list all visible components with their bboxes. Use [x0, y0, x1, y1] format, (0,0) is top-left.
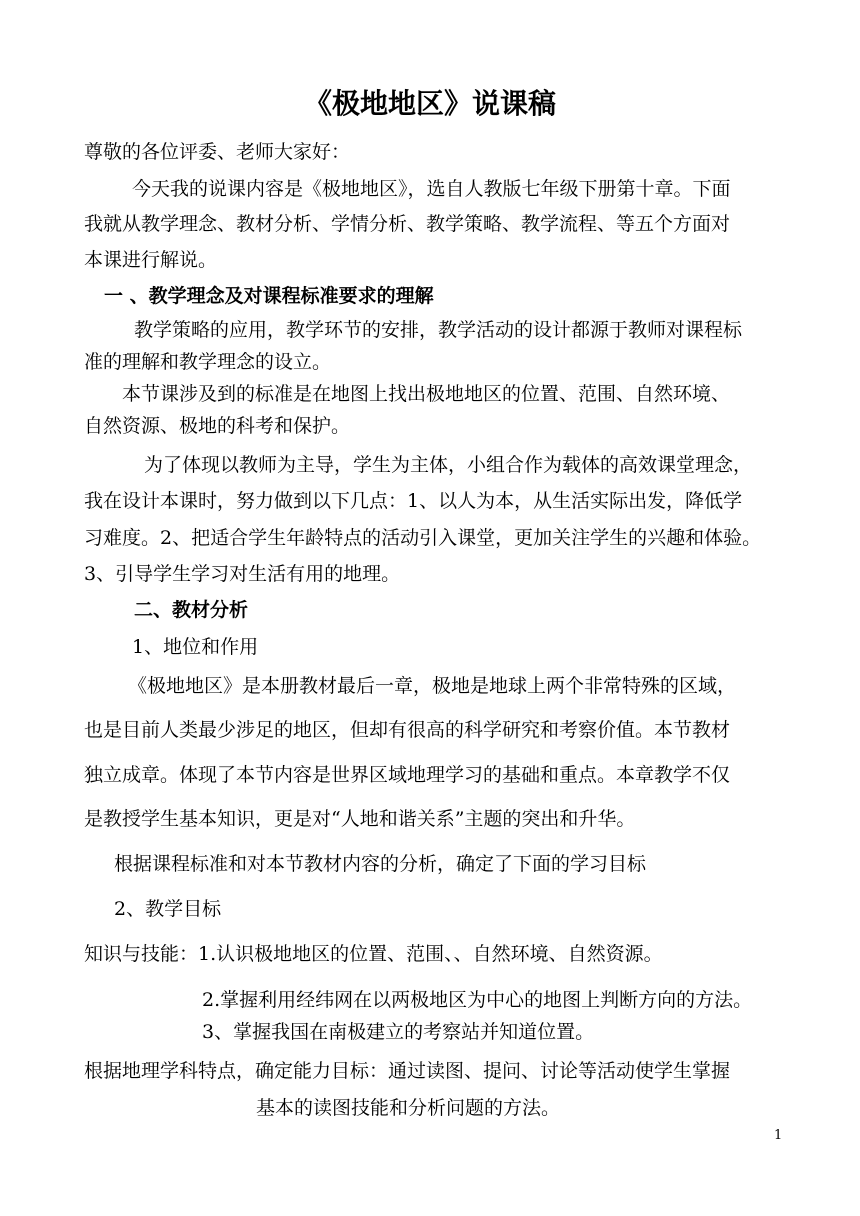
section2-para2: 根据课程标准和对本节教材内容的分析，确定了下面的学习目标 — [114, 853, 647, 875]
section1-para3-line-2: 我在设计本课时，努力做到以下几点：1、以人为本，从生活实际出发，降低学 — [84, 490, 743, 512]
greeting-line: 尊敬的各位评委、老师大家好： — [84, 141, 351, 163]
intro-line-1: 今天我的说课内容是《极地地区》，选自人教版七年级下册第十章。下面 — [132, 178, 731, 200]
section2-subheading-2: 2、教学目标 — [114, 898, 222, 920]
section2-heading: 二、教材分析 — [134, 599, 249, 621]
intro-line-3: 本课进行解说。 — [84, 249, 218, 271]
page-number: 1 — [774, 1128, 783, 1143]
intro-line-2: 我就从教学理念、教材分析、学情分析、教学策略、教学流程、等五个方面对 — [84, 213, 731, 235]
section1-heading: 一 、教学理念及对课程标准要求的理解 — [104, 285, 434, 307]
section2-para1-line-2: 也是目前人类最少涉足的地区，但却有很高的科学研究和考察价值。本节教材 — [84, 719, 731, 741]
goal-line-2: 2.掌握利用经纬网在以两极地区为中心的地图上判断方向的方法。 — [202, 989, 753, 1011]
section1-para2-line-1: 本节课涉及到的标准是在地图上找出极地地区的位置、范围、自然环境、 — [122, 383, 731, 405]
section2-para1-line-1: 《极地地区》是本册教材最后一章，极地是地球上两个非常特殊的区域， — [128, 675, 737, 697]
goal-line-1: 知识与技能：1.认识极地地区的位置、范围、、自然环境、自然资源。 — [84, 943, 663, 965]
section1-para1-line-1: 教学策略的应用，教学环节的安排，教学活动的设计都源于教师对课程标 — [134, 319, 743, 341]
ability-line-2: 基本的读图技能和分析问题的方法。 — [256, 1097, 561, 1119]
document-title: 《极地地区》说课稿 — [303, 87, 556, 120]
section1-para3-line-3: 习难度。2、把适合学生年龄特点的活动引入课堂，更加关注学生的兴趣和体验。 — [84, 527, 762, 549]
section2-para1-line-4: 是教授学生基本知识，更是对“人地和谐关系”主题的突出和升华。 — [84, 808, 636, 830]
section1-para3-line-4: 3、引导学生学习对生活有用的地理。 — [84, 563, 401, 585]
goal-line-3: 3、掌握我国在南极建立的考察站并知道位置。 — [202, 1021, 595, 1043]
section1-para1-line-2: 准的理解和教学理念的设立。 — [84, 351, 332, 373]
section2-subheading-1: 1、地位和作用 — [132, 636, 259, 658]
section1-para3-line-1: 为了体现以教师为主导，学生为主体，小组合作为载体的高效课堂理念， — [144, 454, 753, 476]
ability-line-1: 根据地理学科特点，确定能力目标：通过读图、提问、讨论等活动使学生掌握 — [84, 1060, 731, 1082]
section2-para1-line-3: 独立成章。体现了本节内容是世界区域地理学习的基础和重点。本章教学不仅 — [84, 764, 731, 786]
section1-para2-line-2: 自然资源、极地的科考和保护。 — [84, 415, 351, 437]
